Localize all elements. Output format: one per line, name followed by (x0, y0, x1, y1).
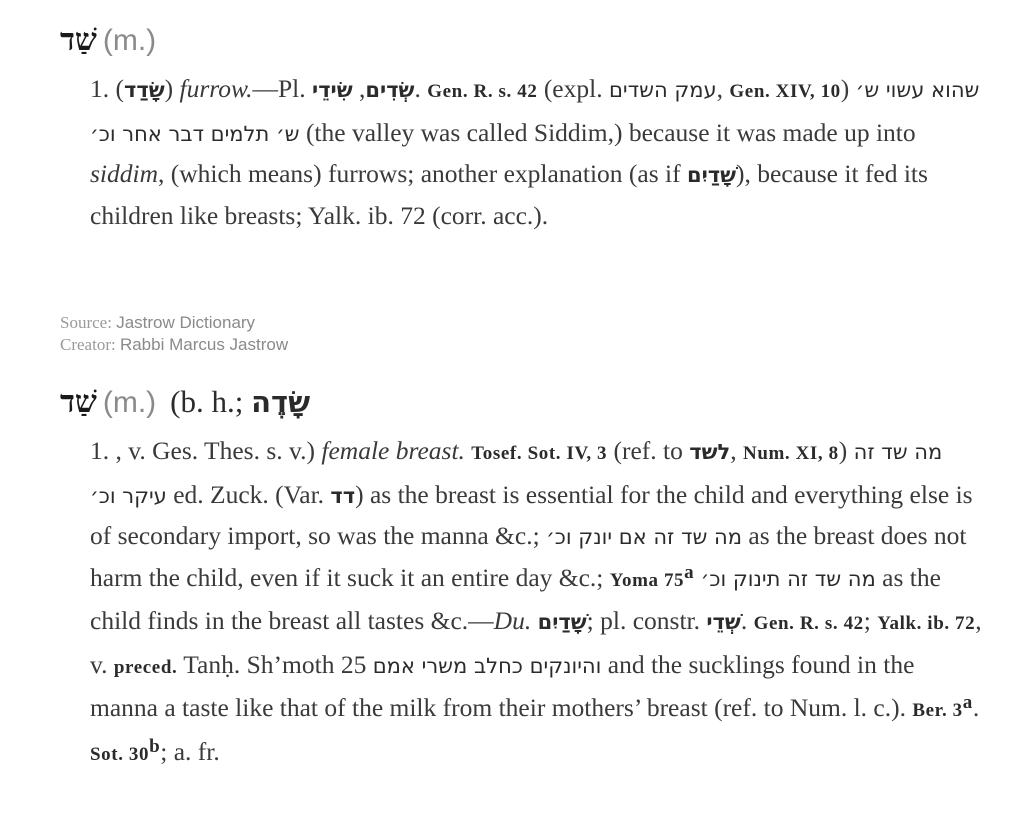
source-value: Jastrow Dictionary (116, 313, 256, 332)
italic-term: siddim (90, 159, 159, 188)
hebrew-term: שָׁדַיִם (686, 163, 737, 187)
def-text: 1. ( (90, 74, 124, 103)
def-text: ed. Zuck. (Var. (166, 479, 331, 509)
def-text: , v. (90, 606, 982, 679)
hebrew-term: שָׁדַיִם (537, 610, 587, 634)
gloss: female breast. (321, 436, 465, 465)
hebrew-term: שְׁדֵי (706, 610, 741, 634)
def-text: . (740, 606, 754, 635)
def-text: ), because it fed its children like breasts; Yalk. ib. 72 (corr. acc.). (90, 159, 928, 230)
def-text: —Pl. (252, 74, 313, 103)
definition (90, 69, 984, 236)
biblical-hebrew-note (170, 384, 310, 419)
citation: Yalk. ib. 72 (877, 613, 976, 634)
def-text: ) as the breast is essential for the child and everything else is of secondary import, so was the manna &c.; (90, 479, 973, 550)
hebrew-quote: שהוא עשוי ש׳ ש׳ תלמים דבר אחר וכ׳ (90, 78, 980, 146)
definition (90, 431, 984, 775)
bh-prefix: (b. h.; (170, 384, 252, 419)
headword: שַׁד (60, 384, 97, 419)
hebrew-quote: מה שד זה אם יונק וכ׳ (546, 525, 743, 549)
headword: שַׁד (60, 22, 97, 57)
source-label: Source: (60, 313, 117, 332)
def-text: , (730, 436, 743, 465)
hebrew-term: שִׂידֵי (312, 78, 353, 102)
def-text: as the child finds in the breast all tastes &c.— (90, 562, 941, 635)
def-text: , (352, 74, 366, 103)
def-text: ) (840, 74, 856, 103)
def-text: ; pl. constr. (586, 606, 707, 635)
citation: Gen. XIV, 10 (729, 81, 841, 102)
def-text: ) (164, 74, 180, 103)
headword-line (60, 18, 984, 63)
citation: Sot. 30 (90, 743, 150, 765)
superscript: b (149, 735, 161, 757)
hebrew-quote: מה שד זה עיקר וכ׳ (90, 440, 943, 508)
citation: Num. XI, 8 (743, 443, 839, 464)
hebrew-quote: מה שד זה תינוק וכ׳ (700, 566, 876, 591)
def-text: . (972, 693, 980, 722)
def-text: , (716, 74, 730, 103)
def-text: Tanḥ. Sh’moth 25 (177, 649, 373, 679)
citation: Tosef. Sot. IV, 3 (471, 443, 608, 464)
hebrew-term: דד (330, 483, 356, 508)
citation: Gen. R. s. 42 (427, 81, 538, 102)
superscript: a (684, 561, 695, 583)
def-text: 1. , v. Ges. Thes. s. v.) (90, 436, 322, 465)
citation: Yoma 75 (609, 569, 685, 591)
def-text: (expl. (537, 74, 609, 103)
citation: Ber. 3 (912, 700, 963, 721)
citation: Gen. R. s. 42 (753, 613, 864, 634)
def-text: . (414, 74, 428, 103)
source-info (60, 312, 288, 356)
citation: preced. (113, 656, 178, 678)
source-line (60, 312, 288, 334)
dictionary-entry (60, 18, 984, 236)
hebrew-term: שָׂדַד (124, 78, 165, 102)
def-text: ; a. fr. (160, 736, 220, 766)
hebrew-term: לשד (689, 440, 731, 464)
def-text: ; (863, 606, 878, 635)
def-text: as the breast does not harm the child, even if it suck it an entire day &c.; (90, 521, 967, 592)
headword-line (60, 380, 984, 425)
def-text: (ref. to (607, 436, 690, 465)
part-of-speech: (m.) (102, 386, 157, 419)
creator-line (60, 334, 288, 356)
hebrew-term: שָׂדֶה (251, 385, 311, 419)
creator-value: Rabbi Marcus Jastrow (119, 335, 289, 354)
def-text: ) (838, 436, 854, 465)
dictionary-entry (60, 380, 984, 775)
def-text: (the valley was called Siddim,) because it was made up into (299, 117, 916, 147)
hebrew-term: שְׂדִים (365, 78, 415, 102)
gloss: furrow. (179, 74, 253, 103)
hebrew-quote: עמק השדים (608, 78, 717, 102)
creator-label: Creator: (60, 335, 120, 354)
def-text: , (which means) furrows; another explanation (as if (158, 159, 687, 188)
italic-term: Du. (493, 606, 532, 635)
hebrew-quote: והיונקים כחלב משרי אמם (372, 653, 602, 678)
def-text: and the sucklings found in the manna a taste like that of the milk from their mothers’ breast (ref. to Num. l. c.). (90, 649, 915, 722)
part-of-speech: (m.) (102, 24, 157, 57)
superscript: a (962, 692, 973, 713)
